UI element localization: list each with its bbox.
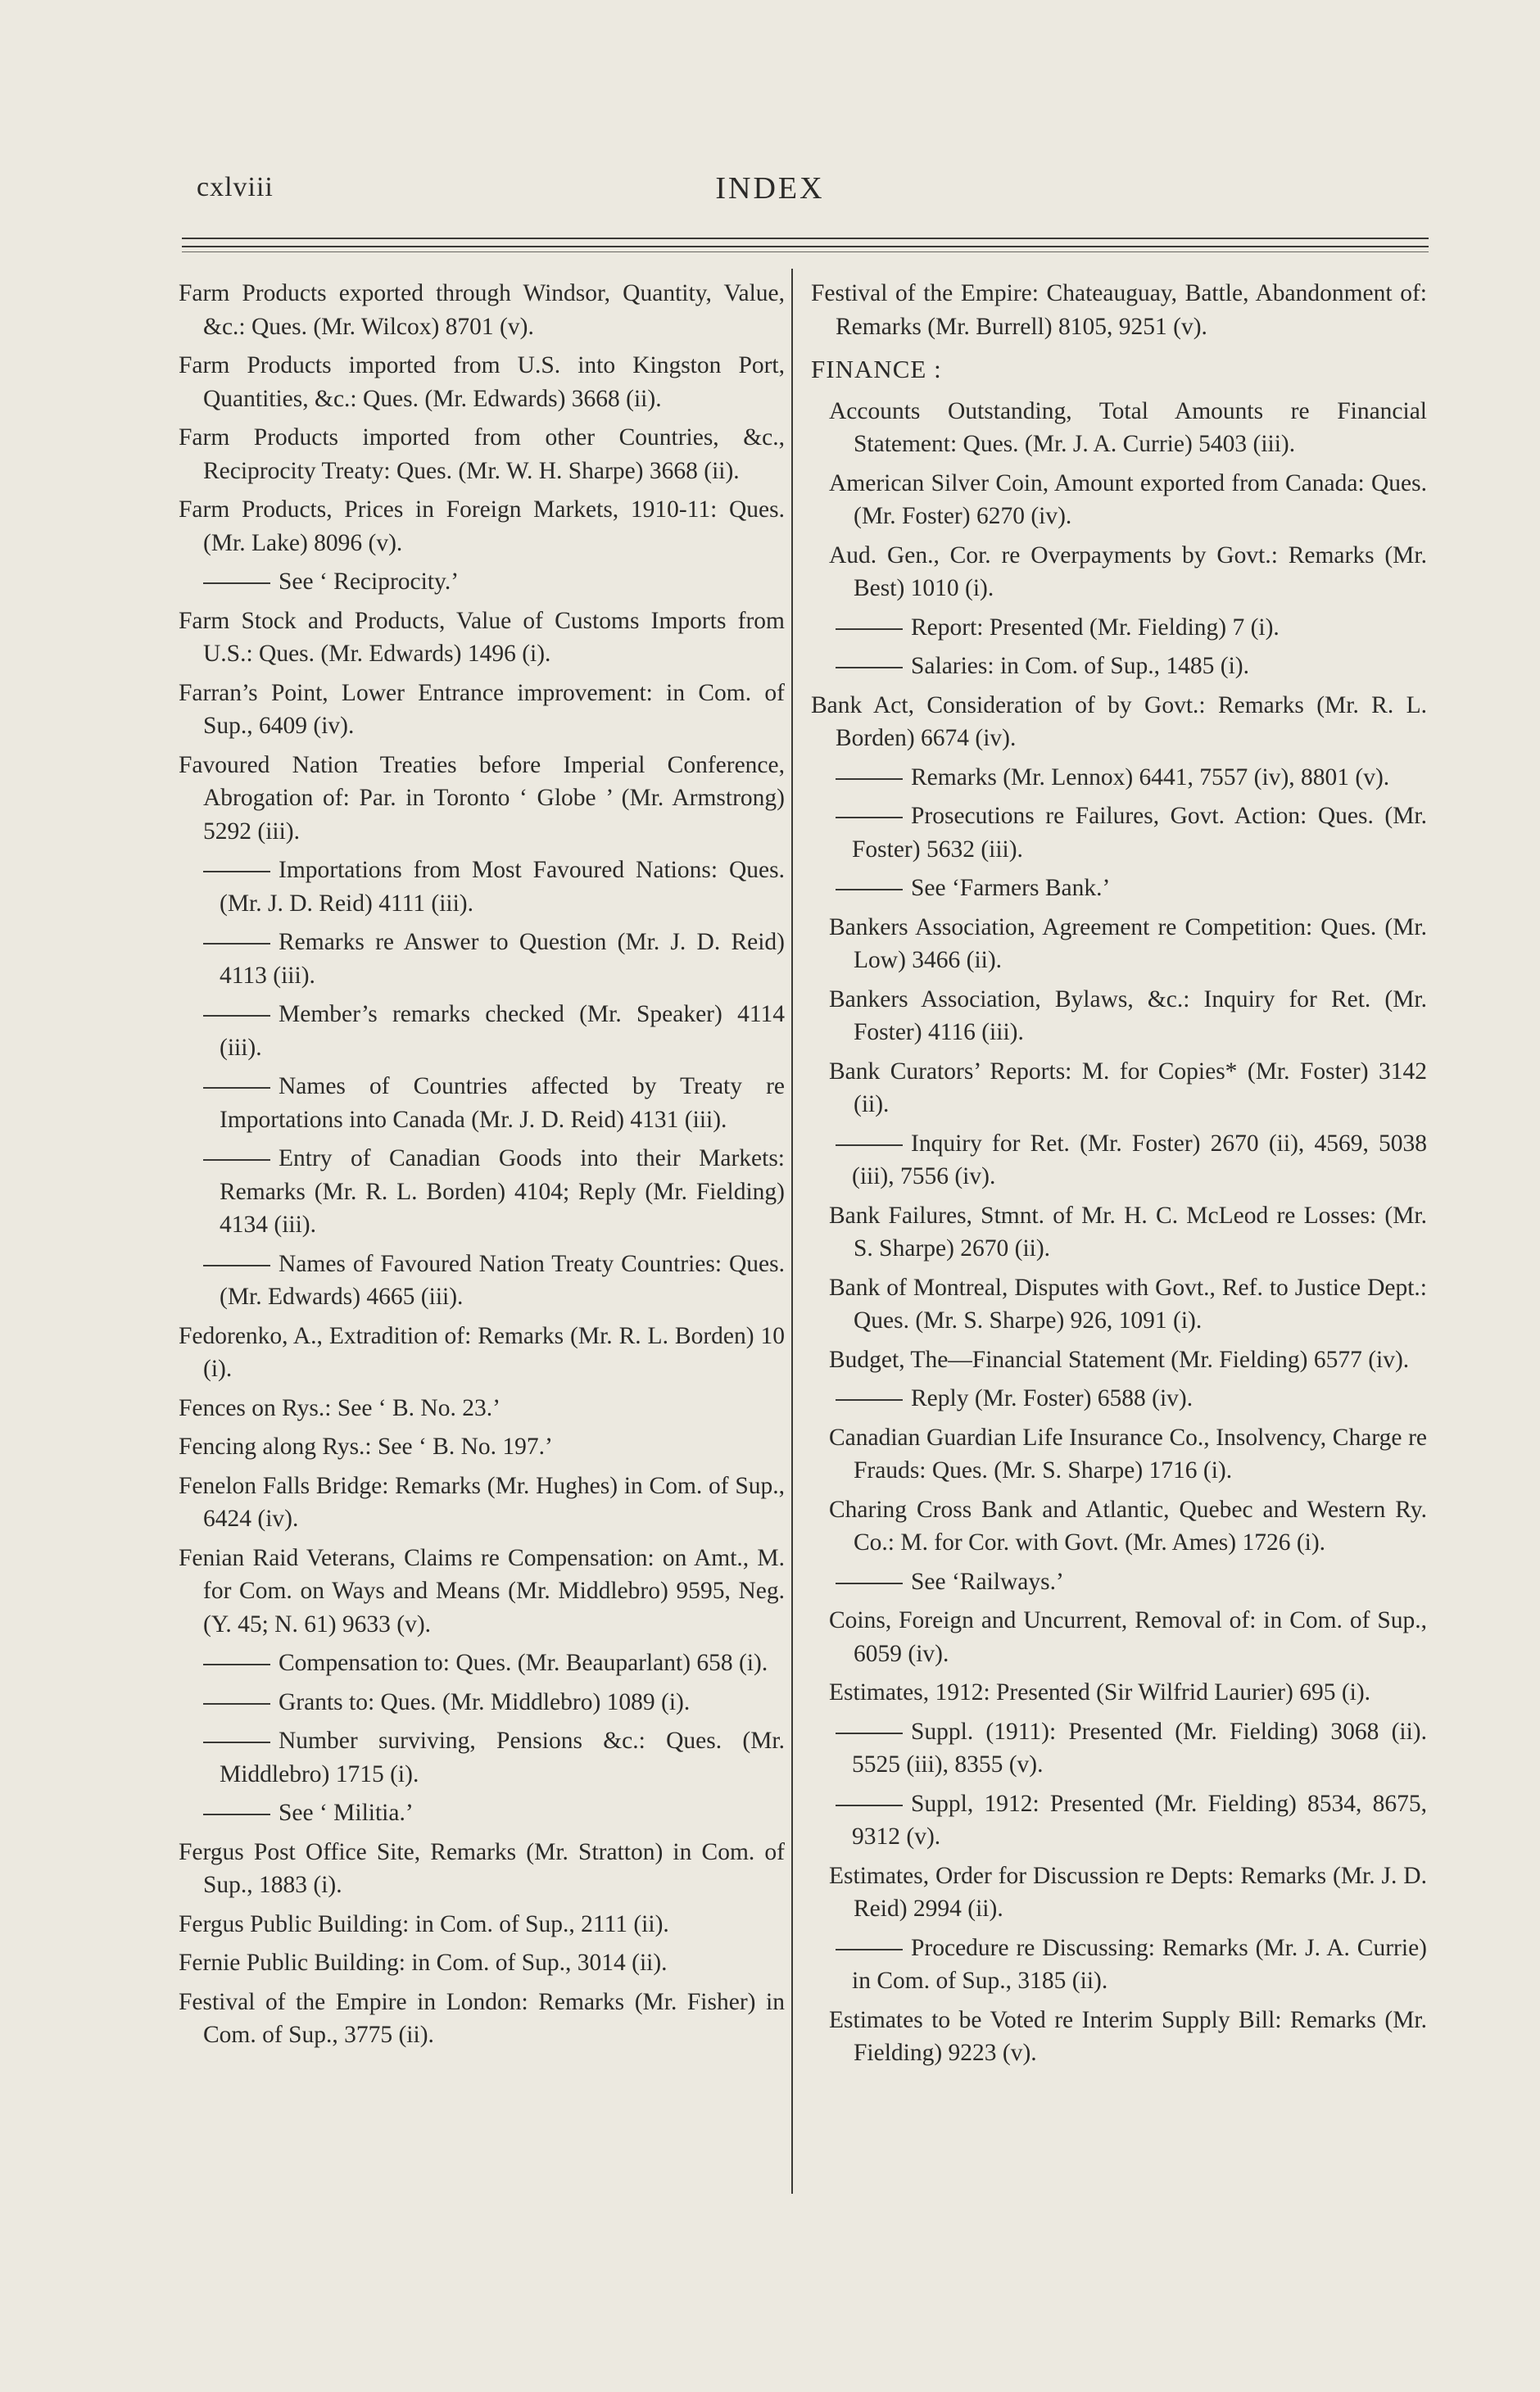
index-entry: Bankers Association, Bylaws, &c.: Inquiry for Ret. (Mr. Foster) 4116 (iii). [829,985,1427,1045]
ditto-dash [836,667,903,668]
section-heading: FINANCE : [811,355,942,383]
index-entry: Fenian Raid Veterans, Claims re Compensation: on Amt., M. for Com. on Ways and Means (Mr. Middlebro) 9595, Neg. (Y. 45; N. 61) 9633 (v). [179,1544,785,1638]
index-subentry-text: Compensation to: Ques. (Mr. Beauparlant) 658 (i). [279,1650,768,1676]
index-subentry-text: Procedure re Discussing: Remarks (Mr. J. A. Currie) in Com. of Sup., 3185 (ii). [852,1934,1427,1994]
index-entry: Festival of the Empire: Chateauguay, Battle, Abandonment of: Remarks (Mr. Burrell) 8105, 9251 (v). [811,280,1427,340]
index-subentry-text: See ‘ Reciprocity.’ [279,569,460,595]
index-subentry-text: See ‘Farmers Bank.’ [911,875,1111,901]
index-entry: Fedorenko, A., Extradition of: Remarks (Mr. R. L. Borden) 10 (i). [179,1322,785,1382]
index-entry: Canadian Guardian Life Insurance Co., Insolvency, Charge re Frauds: Ques. (Mr. S. Sharpe) 1716 (i). [829,1424,1427,1484]
index-subentry [179,854,785,920]
index-subentry-text: Remarks re Answer to Question (Mr. J. D. Reid) 4113 (iii). [220,929,785,989]
index-entry: Farm Products imported from other Countries, &c., Reciprocity Treaty: Ques. (Mr. W. H. Sharpe) 3668 (ii). [179,424,785,484]
index-entry: Fernie Public Building: in Com. of Sup., 3014 (ii). [179,1950,668,1976]
index-entry: Favoured Nation Treaties before Imperial Conference, Abrogation of: Par. in Toronto ‘ Globe ’ (Mr. Armstrong) 5292 (iii). [179,751,785,845]
index-subentry-text: Suppl, 1912: Presented (Mr. Fielding) 8534, 8675, 9312 (v). [852,1790,1427,1850]
ditto-dash [836,1583,903,1584]
header-rule [182,238,1429,239]
index-subentry-text: Member’s remarks checked (Mr. Speaker) 4114 (iii). [220,1001,785,1061]
page-number: cxlviii [197,172,274,202]
index-subentry [179,1724,785,1791]
index-entry: Bank of Montreal, Disputes with Govt., Ref. to Justice Dept.: Ques. (Mr. S. Sharpe) 926, 1091 (i). [829,1274,1427,1334]
index-subentry-text: Entry of Canadian Goods into their Markets: Remarks (Mr. R. L. Borden) 4104; Reply (Mr. Fielding) 4134 (iii). [220,1145,785,1238]
index-entry: Festival of the Empire in London: Remarks (Mr. Fisher) in Com. of Sup., 3775 (ii). [179,1988,785,2048]
index-entry: Estimates, 1912: Presented (Sir Wilfrid Laurier) 695 (i). [829,1679,1371,1706]
ditto-dash [836,1733,903,1734]
index-entry: Accounts Outstanding, Total Amounts re Financial Statement: Ques. (Mr. J. A. Currie) 5403 (iii). [829,397,1427,457]
index-entry: Fenelon Falls Bridge: Remarks (Mr. Hughes) in Com. of Sup., 6424 (iv). [179,1472,785,1532]
index-subentry-text: Names of Countries affected by Treaty re Importations into Canada (Mr. J. D. Reid) 4131 (iii). [220,1073,785,1133]
index-entry: Fergus Public Building: in Com. of Sup., 2111 (ii). [179,1910,669,1937]
index-subentry-text: Grants to: Ques. (Mr. Middlebro) 1089 (i). [279,1688,691,1715]
index-subentry [179,1647,785,1680]
ditto-dash [203,1159,270,1161]
index-subentry [811,1382,1427,1416]
index-subentry [811,761,1427,795]
ditto-dash [203,1703,270,1705]
index-subentry-text: See ‘ Militia.’ [279,1800,414,1826]
index-subentry [811,650,1427,683]
ditto-dash [836,628,903,630]
index-subentry [179,1686,785,1719]
ditto-dash [836,778,903,780]
index-subentry [179,1070,785,1136]
index-subentry [179,926,785,992]
page-title: INDEX [715,171,825,206]
index-subentry [811,1127,1427,1194]
index-subentry-text: See ‘Railways.’ [911,1568,1064,1595]
header-rule [182,246,1429,247]
index-subentry [179,565,785,599]
index-entry: Bank Act, Consideration of by Govt.: Remarks (Mr. R. L. Borden) 6674 (iv). [811,691,1427,751]
index-subentry-text: Number surviving, Pensions &c.: Ques. (Mr. Middlebro) 1715 (i). [220,1728,785,1787]
index-subentry-text: Reply (Mr. Foster) 6588 (iv). [911,1385,1194,1411]
index-entry: Coins, Foreign and Uncurrent, Removal of: in Com. of Sup., 6059 (iv). [829,1607,1427,1667]
ditto-dash [203,1814,270,1815]
index-subentry-text: Suppl. (1911): Presented (Mr. Fielding) 3068 (ii). 5525 (iii), 8355 (v). [852,1718,1427,1778]
index-subentry-text: Remarks (Mr. Lennox) 6441, 7557 (iv), 8801 (v). [911,763,1390,791]
index-entry: Farm Products, Prices in Foreign Markets, 1910-11: Ques. (Mr. Lake) 8096 (v). [179,496,785,556]
index-subentry [179,998,785,1064]
index-subentry-text: Salaries: in Com. of Sup., 1485 (i). [911,653,1249,679]
index-entry: Bank Curators’ Reports: M. for Copies* (Mr. Foster) 3142 (ii). [829,1058,1427,1117]
index-entry: Farran’s Point, Lower Entrance improvement: in Com. of Sup., 6409 (iv). [179,679,785,739]
index-subentry [811,1565,1427,1599]
index-entry: Bankers Association, Agreement re Competition: Ques. (Mr. Low) 3466 (ii). [829,913,1427,973]
ditto-dash [836,1144,903,1146]
index-entry: Budget, The—Financial Statement (Mr. Fielding) 6577 (iv). [829,1346,1410,1373]
index-entry: Estimates to be Voted re Interim Supply Bill: Remarks (Mr. Fielding) 9223 (v). [829,2006,1427,2066]
ditto-dash [203,1015,270,1017]
index-subentry-text: Prosecutions re Failures, Govt. Action: Ques. (Mr. Foster) 5632 (iii). [852,803,1427,863]
index-subentry [179,1796,785,1830]
index-entry: Fergus Post Office Site, Remarks (Mr. Stratton) in Com. of Sup., 1883 (i). [179,1838,785,1898]
ditto-dash [836,1949,903,1950]
index-subentry [811,1715,1427,1782]
index-entry: Aud. Gen., Cor. re Overpayments by Govt.: Remarks (Mr. Best) 1010 (i). [829,541,1427,601]
index-subentry [811,872,1427,905]
ditto-dash [203,1742,270,1743]
index-subentry-text: Report: Presented (Mr. Fielding) 7 (i). [911,614,1280,641]
ditto-dash [203,1664,270,1665]
index-subentry [811,800,1427,866]
index-entry: Farm Products imported from U.S. into Kingston Port, Quantities, &c.: Ques. (Mr. Edwards) 3668 (ii). [179,352,785,412]
index-subentry [179,1248,785,1314]
index-entry: Farm Stock and Products, Value of Customs Imports from U.S.: Ques. (Mr. Edwards) 1496 (i). [179,607,785,667]
index-entry: Bank Failures, Stmnt. of Mr. H. C. McLeod re Losses: (Mr. S. Sharpe) 2670 (ii). [829,1202,1427,1262]
index-subentry [811,1932,1427,1998]
index-subentry-text: Names of Favoured Nation Treaty Countries: Ques. (Mr. Edwards) 4665 (iii). [220,1250,785,1310]
ditto-dash [203,1087,270,1089]
column-divider [791,269,793,2194]
ditto-dash [203,943,270,945]
index-entry: Fences on Rys.: See ‘ B. No. 23.’ [179,1394,500,1421]
index-subentry [811,611,1427,645]
index-subentry [811,1787,1427,1854]
index-entry: Estimates, Order for Discussion re Depts: Remarks (Mr. J. D. Reid) 2994 (ii). [829,1862,1427,1922]
index-subentry-text: Importations from Most Favoured Nations: Ques. (Mr. J. D. Reid) 4111 (iii). [220,857,785,917]
ditto-dash [203,871,270,872]
ditto-dash [203,582,270,584]
index-entry: Farm Products exported through Windsor, Quantity, Value, &c.: Ques. (Mr. Wilcox) 8701 (v). [179,280,785,340]
index-entry: American Silver Coin, Amount exported from Canada: Ques. (Mr. Foster) 6270 (iv). [829,469,1427,529]
index-entry: Fencing along Rys.: See ‘ B. No. 197.’ [179,1434,553,1460]
left-column [179,277,785,2058]
index-subentry-text: Inquiry for Ret. (Mr. Foster) 2670 (ii), 4569, 5038 (iii), 7556 (iv). [852,1130,1427,1189]
right-column [811,277,1427,2076]
header-rule [182,251,1429,252]
ditto-dash [836,1805,903,1806]
ditto-dash [203,1265,270,1266]
ditto-dash [836,1399,903,1401]
index-subentry [179,1142,785,1242]
ditto-dash [836,889,903,890]
ditto-dash [836,817,903,818]
index-entry: Charing Cross Bank and Atlantic, Quebec and Western Ry. Co.: M. for Cor. with Govt. (Mr. Ames) 1726 (i). [829,1496,1427,1556]
